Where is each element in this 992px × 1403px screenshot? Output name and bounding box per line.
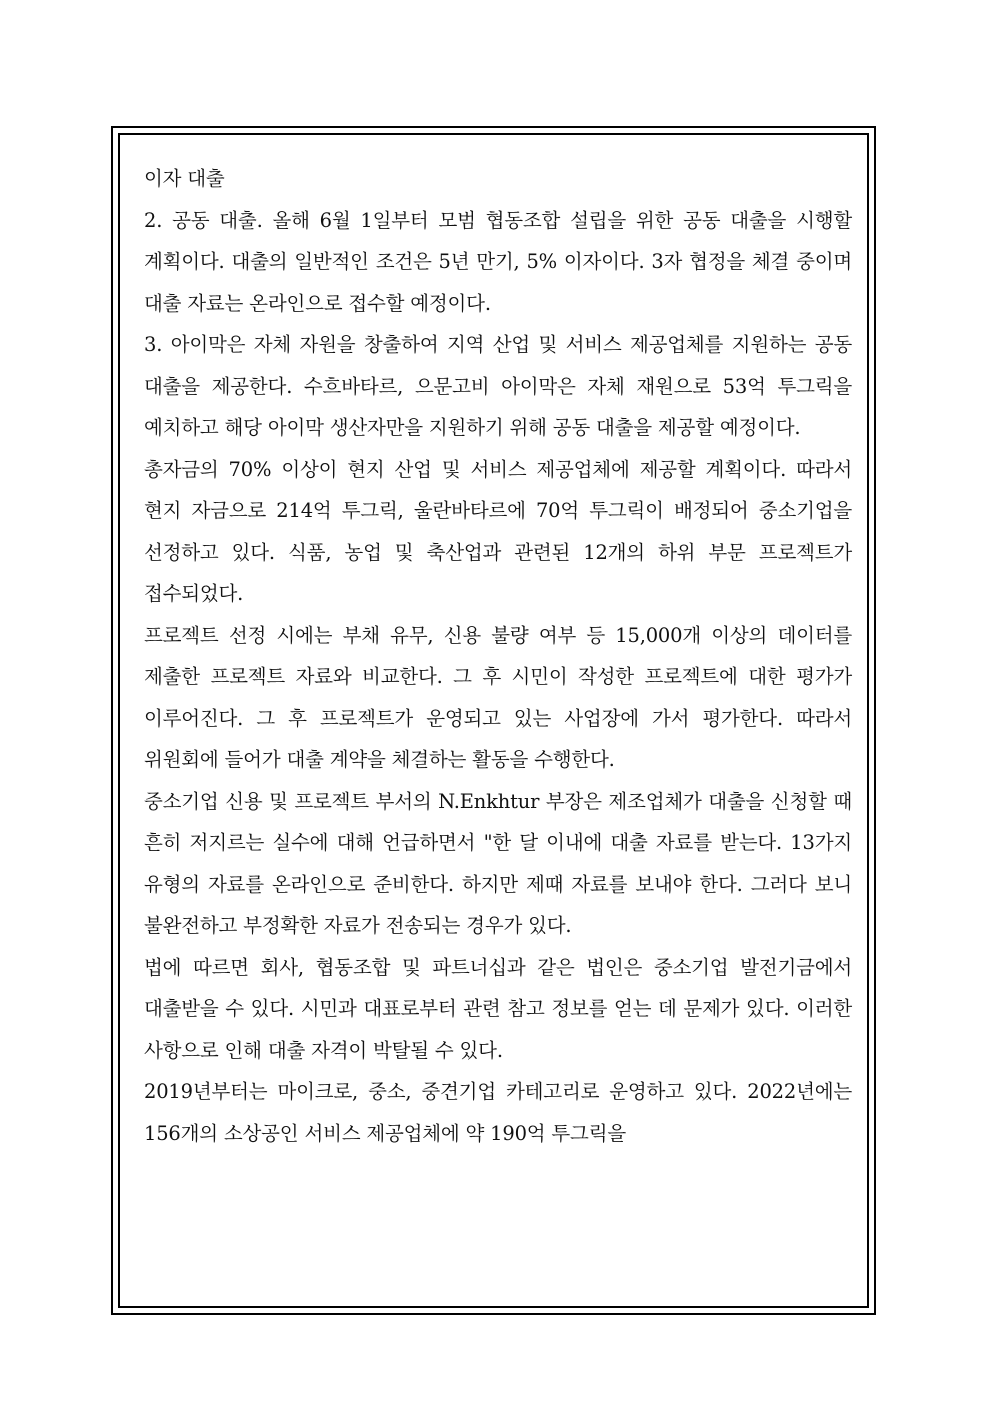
paragraph-aimag-joint-loan: 3. 아이막은 자체 자원을 창출하여 지역 산업 및 서비스 제공업체를 지원하는 공동 대출을 제공한다. 수흐바타르, 으문고비 아이막은 자체 재원으로 53억 투그릭을 예치하고 해당 아이막 생산자만을 지원하기 위해 공동 대출을 제공할 예정이다. [144, 333, 852, 439]
paragraph-categories: 2019년부터는 마이크로, 중소, 중견기업 카테고리로 운영하고 있다. 2022년에는 156개의 소상공인 서비스 제공업체에 약 190억 투그릭을 [144, 1080, 852, 1145]
paragraph-fund-allocation: 총자금의 70% 이상이 현지 산업 및 서비스 제공업체에 제공할 계획이다. 따라서 현지 자금으로 214억 투그릭, 울란바타르에 70억 투그릭이 배정되어 중소기업을 선정하고 있다. 식품, 농업 및 축산업과 관련된 12개의 하위 부문 프로젝트가 접수되었다. [144, 457, 852, 605]
paragraph-legal-eligibility: 법에 따르면 회사, 협동조합 및 파트너십과 같은 법인은 중소기업 발전기금에서 대출받을 수 있다. 시민과 대표로부터 관련 참고 정보를 얻는 데 문제가 있다. 이러한 사항으로 인해 대출 자격이 박탈될 수 있다. [144, 955, 852, 1062]
paragraph-interest-loan: 이자 대출 [144, 167, 225, 190]
paragraph-project-selection: 프로젝트 선정 시에는 부채 유무, 신용 불량 여부 등 15,000개 이상의 데이터를 제출한 프로젝트 자료와 비교한다. 그 후 시민이 작성한 프로젝트에 대한 평가가 이루어진다. 그 후 프로젝트가 운영되고 있는 사업장에 가서 평가한다. 따라서 위원회에 들어가 대출 계약을 체결하는 활동을 수행한다. [144, 623, 852, 771]
document-body [144, 158, 852, 1154]
paragraph-joint-loan: 2. 공동 대출. 올해 6월 1일부터 모범 협동조합 설립을 위한 공동 대출을 시행할 계획이다. 대출의 일반적인 조건은 5년 만기, 5% 이자이다. 3자 협정을 체결 중이며 대출 자료는 온라인으로 접수할 예정이다. [144, 208, 852, 315]
paragraph-common-mistakes: 중소기업 신용 및 프로젝트 부서의 N.Enkhtur 부장은 제조업체가 대출을 신청할 때 흔히 저지르는 실수에 대해 언급하면서 "한 달 이내에 대출 자료를 받는다. 13가지 유형의 자료를 온라인으로 준비한다. 하지만 제때 자료를 보내야 한다. 그러다 보니 불완전하고 부정확한 자료가 전송되는 경우가 있다. [144, 789, 852, 937]
